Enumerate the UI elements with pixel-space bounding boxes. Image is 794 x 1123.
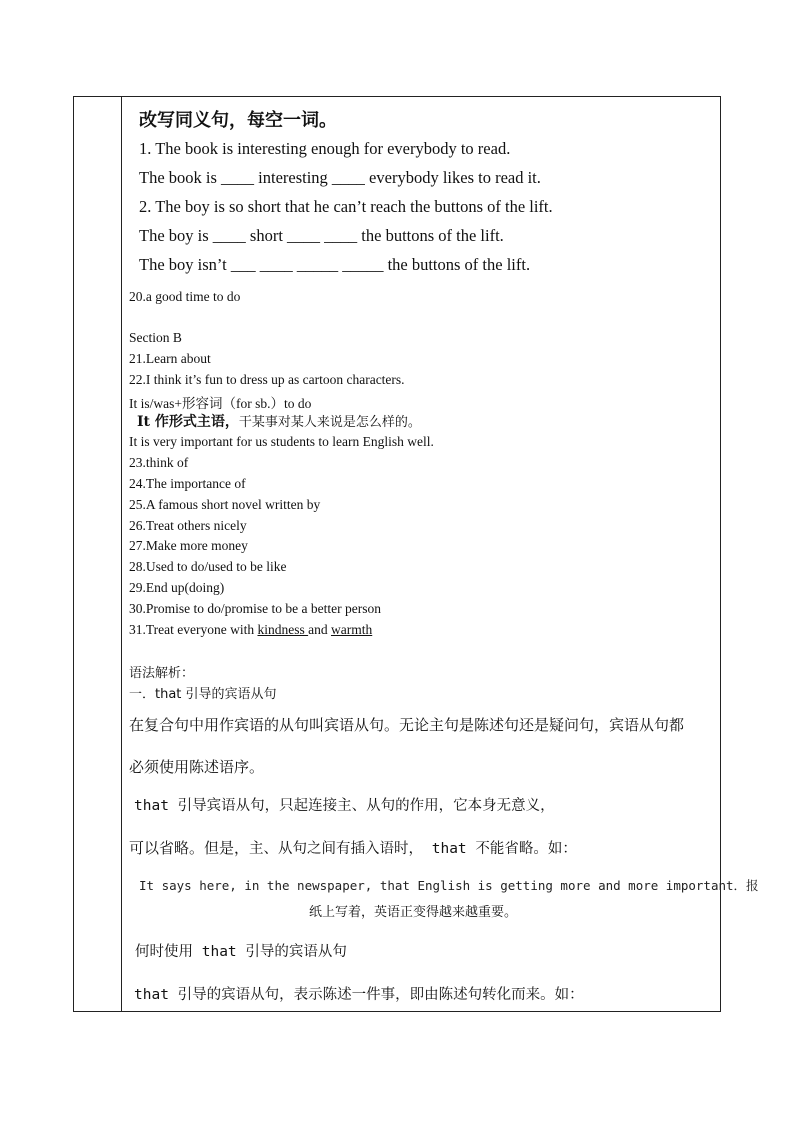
item-22: 22.I think it’s fun to dress up as cartoon characters.	[129, 372, 405, 387]
grammar-paragraph-2b-end: 主、从句之间有插入语时， that 不能省略。如：	[249, 841, 577, 857]
item-31-and: and	[308, 622, 331, 637]
item-25: 25.A famous short novel written by	[129, 497, 321, 512]
example-english: It says here, in the newspaper, that English is getting more and more important．报	[139, 878, 759, 893]
example-sentence: It is very important for us students to learn English well.	[129, 434, 434, 449]
item-27: 27.Make more money	[129, 538, 248, 553]
lesson-table	[73, 96, 759, 1012]
item-31-prefix: 31.Treat everyone with	[129, 622, 258, 637]
item-29: 29.End up(doing)	[129, 580, 225, 595]
grammar-paragraph-1b: 必须使用陈述语序。	[129, 758, 265, 776]
item-31-kindness: kindness	[257, 622, 309, 637]
item-24: 24.The importance of	[129, 476, 246, 491]
pattern-note	[137, 411, 421, 431]
grammar-title: 语法解析：	[129, 666, 195, 681]
content-cell	[129, 97, 759, 1011]
rewrite-q1-blank: The book is ____ interesting ____ everybody likes to read it.	[139, 168, 541, 187]
rewrite-heading: 改写同义句，每空一词。	[139, 110, 337, 131]
item-31	[129, 622, 372, 638]
pattern-note-text: 干某事对某人来说是怎么样的。	[238, 415, 421, 430]
item-21: 21.Learn about	[129, 351, 211, 366]
rewrite-q2-blank-b: The boy isn’t ___ ____ _____ _____ the buttons of the lift.	[139, 255, 531, 274]
section-b-title: Section B	[129, 330, 182, 345]
grammar-paragraph-2b-start: 可以省略。但是，	[129, 839, 250, 857]
left-column-cell	[74, 97, 122, 1011]
pattern-note-bold: It 作形式主语，	[137, 414, 239, 430]
grammar-paragraph-2a: that 引导宾语从句，只起连接主、从句的作用，它本身无意义，	[134, 798, 555, 814]
item-23: 23.think of	[129, 455, 189, 470]
rewrite-q2: 2. The boy is so short that he can’t reach the buttons of the lift.	[139, 197, 553, 216]
item-30: 30.Promise to do/promise to be a better person	[129, 601, 381, 616]
grammar-subtitle: 一．that 引导的宾语从句	[129, 687, 277, 702]
item-26: 26.Treat others nicely	[129, 518, 247, 533]
rewrite-q2-blank-a: The boy is ____ short ____ ____ the buttons of the lift.	[139, 226, 504, 245]
grammar-paragraph-1a: 在复合句中用作宾语的从句叫宾语从句。无论主句是陈述句还是疑问句，宾语从句都	[129, 716, 685, 734]
grammar-paragraph-3: 何时使用 that 引导的宾语从句	[135, 944, 347, 960]
item-28: 28.Used to do/used to be like	[129, 559, 287, 574]
item-31-warmth: warmth	[330, 622, 373, 637]
item-20: 20.a good time to do	[129, 289, 241, 304]
example-chinese: 纸上写着，英语正变得越来越重要。	[309, 905, 518, 920]
rewrite-q1: 1. The book is interesting enough for everybody to read.	[139, 139, 511, 158]
grammar-paragraph-4: that 引导的宾语从句，表示陈述一件事，即由陈述句转化而来。如：	[134, 987, 584, 1003]
pattern-line: It is/was+形容词（for sb.）to do	[129, 396, 312, 411]
grammar-paragraph-2b	[129, 837, 577, 858]
